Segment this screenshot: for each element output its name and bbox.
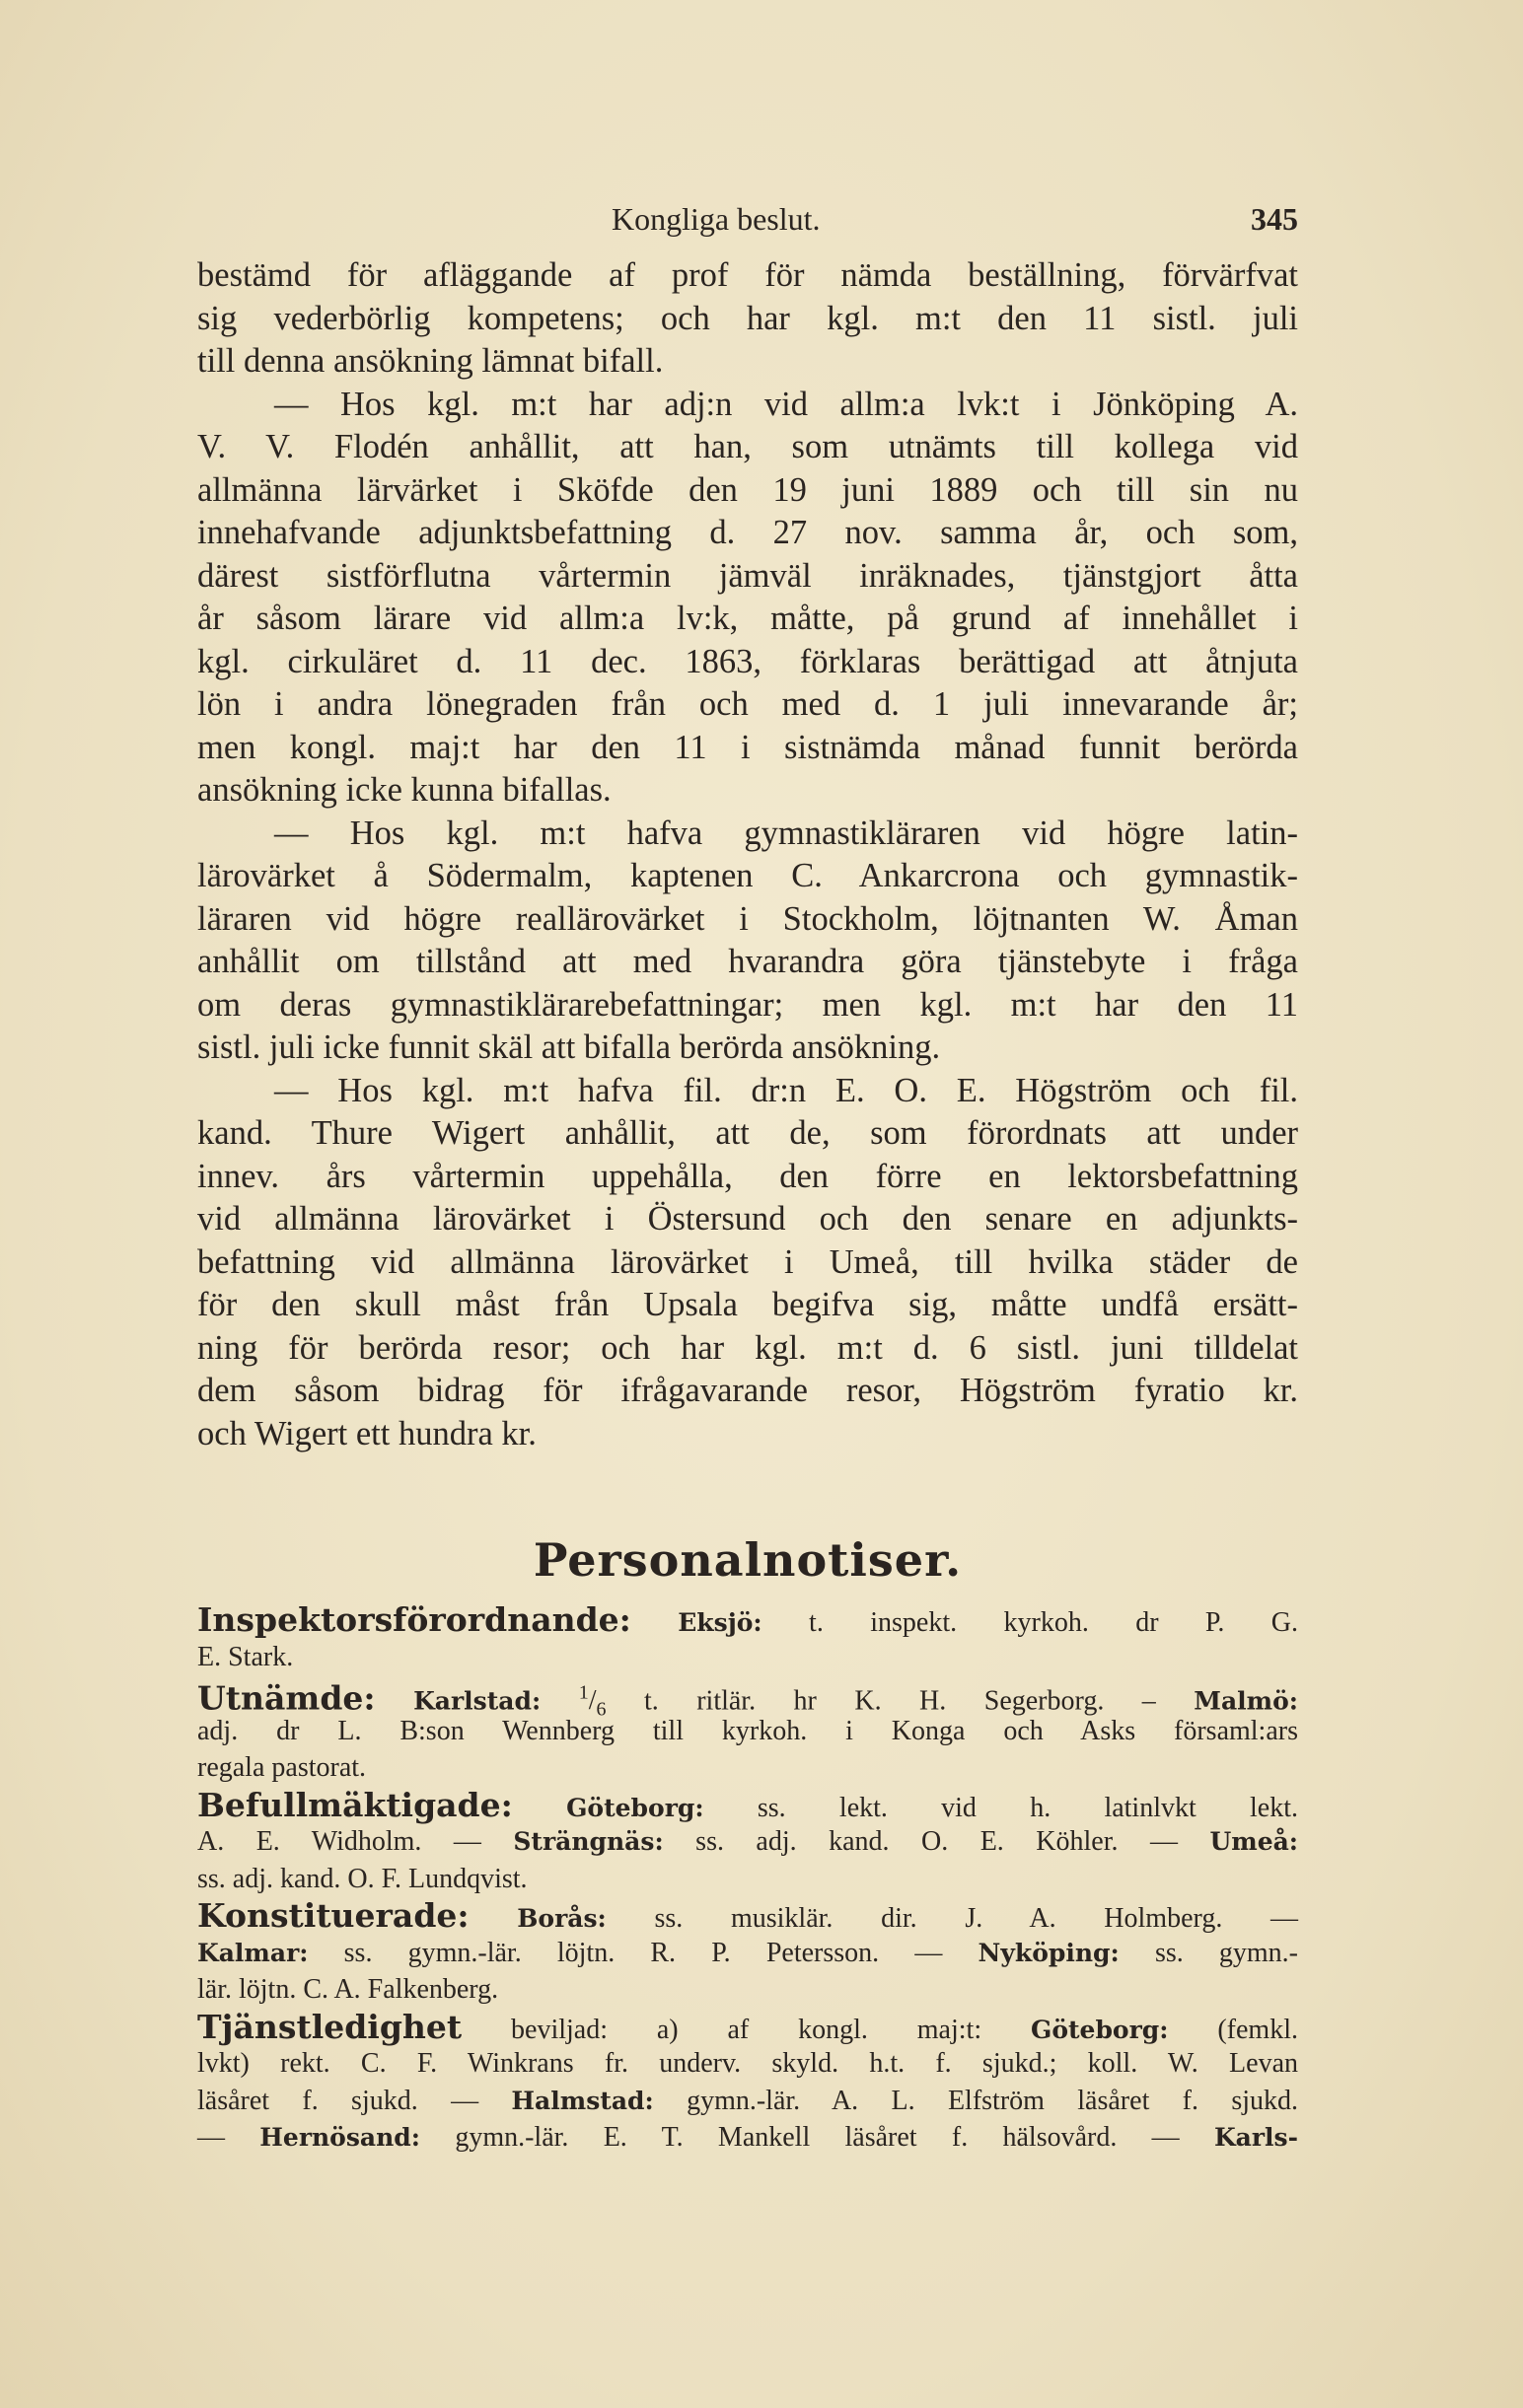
note-line <box>197 1823 1298 1861</box>
place-name: Umeå: <box>1209 1827 1299 1856</box>
note-line: lär. löjtn. C. A. Falkenberg. <box>197 1974 499 2005</box>
category-heading: Tjänstledighet <box>197 2007 463 2046</box>
note-text: ss. gymn.-lär. löjtn. R. P. Petersson. — <box>343 1937 943 1968</box>
body-text <box>197 254 1298 1455</box>
text-line: innehafvande adjunktsbefattning d. 27 nov. samma år, och som, <box>197 514 1298 551</box>
note-text: gymn.-lär. E. T. Mankell läsåret f. hälsovård. — <box>455 2122 1180 2153</box>
note-text: (femkl. <box>1217 2014 1298 2045</box>
text-line: år såsom lärare vid allm:a lv:k, måtte, på grund af innehållet i <box>197 600 1298 637</box>
note-line: E. Stark. <box>197 1641 294 1672</box>
text-line: och Wigert ett hundra kr. <box>197 1414 537 1452</box>
note-line <box>197 2119 1298 2157</box>
place-name: Hernösand: <box>259 2123 421 2152</box>
text-line: kand. Thure Wigert anhållit, att de, som förordnats att under <box>197 1114 1298 1152</box>
note-line <box>197 1935 1298 1972</box>
category-heading: Befullmäktigade: <box>197 1785 513 1824</box>
text-line: till denna ansökning lämnat bifall. <box>197 342 664 380</box>
note-text: t. inspekt. kyrkoh. dr P. G. <box>809 1607 1298 1638</box>
text-line: ning för berörda resor; och har kgl. m:t d. 6 sistl. juni tilldelat <box>197 1328 1298 1367</box>
text-line: läraren vid högre reallärovärket i Stockholm, löjtnanten W. Åman <box>197 899 1298 938</box>
place-name: Göteborg: <box>566 1793 704 1822</box>
text-line: sistl. juli icke funnit skäl att bifalla berörda ansökning. <box>197 1028 941 1066</box>
note-line: regala pastorat. <box>197 1752 367 1783</box>
place-name: Karlstad: <box>413 1686 542 1716</box>
note-text: ss. adj. kand. O. E. Köhler. — <box>695 1826 1178 1857</box>
text-line: anhållit om tillstånd att med hvarandra göra tjänstebyte i fråga <box>197 943 1298 980</box>
place-name: Halmstad: <box>511 2086 654 2115</box>
text-line: befattning vid allmänna lärovärket i Umeå, till hvilka städer de <box>197 1242 1298 1281</box>
text-line: — Hos kgl. m:t hafva gymnastikläraren vid högre latin- <box>274 814 1298 852</box>
page-header <box>197 193 1298 243</box>
text-line: om deras gymnastiklärarebefattningar; men kgl. m:t har den 11 <box>197 985 1298 1024</box>
note-text: ss. lekt. vid h. latinlvkt lekt. <box>757 1792 1299 1823</box>
text-line: sig vederbörlig kompetens; och har kgl. m:t den 11 sistl. juli <box>197 299 1298 337</box>
place-name: Kalmar: <box>197 1938 309 1967</box>
note-text: ss. musiklär. dir. J. A. Holmberg. — <box>654 1903 1299 1934</box>
note-line: adj. dr L. B:son Wennberg till kyrkoh. i Konga och Asks församl:ars <box>197 1715 1298 1746</box>
note-line <box>197 1675 1299 1721</box>
section-title: Personalnotiser. <box>533 1533 963 1587</box>
note-line: ss. adj. kand. O. F. Lundqvist. <box>197 1863 528 1894</box>
text-line: V. V. Flodén anhållit, att han, som utnämts till kollega vid <box>197 428 1298 465</box>
note-line <box>197 1897 1298 1935</box>
text-line: bestämd för afläggande af prof för nämda beställning, förvärfvat <box>197 256 1298 294</box>
note-text: ss. gymn.- <box>1154 1937 1298 1968</box>
text-line: dem såsom bidrag för ifrågavarande resor, Högström fyratio kr. <box>197 1372 1298 1409</box>
text-line: därest sistförflutna vårtermin jämväl inräknades, tjänstgjort åtta <box>197 556 1298 595</box>
page-number: 345 <box>1251 201 1298 237</box>
note-text: — <box>197 2122 225 2153</box>
category-heading: Utnämde: <box>197 1678 376 1718</box>
text-line: — Hos kgl. m:t hafva fil. dr:n E. O. E. Högström och fil. <box>274 1071 1298 1109</box>
note-text: läsåret f. sjukd. — <box>197 2085 479 2116</box>
note-text: t. ritlär. hr K. H. Segerborg. – <box>643 1685 1156 1717</box>
place-name: Malmö: <box>1194 1686 1299 1716</box>
text-line: lärovärket å Södermalm, kaptenen C. Ankarcrona och gymnastik- <box>197 857 1298 894</box>
place-name: Nyköping: <box>978 1938 1120 1967</box>
text-line: — Hos kgl. m:t har adj:n vid allm:a lvk:t i Jönköping A. <box>274 385 1298 423</box>
note-text: A. E. Widholm. — <box>197 1826 481 1857</box>
note-line <box>197 2083 1298 2120</box>
running-title: Kongliga beslut. <box>612 201 821 237</box>
note-line <box>197 1787 1298 1824</box>
note-text: gymn.-lär. A. L. Elfström läsåret f. sjukd. <box>687 2085 1299 2116</box>
text-line: kgl. cirkuläret d. 11 dec. 1863, förklaras berättigad att åtnjuta <box>197 642 1298 680</box>
text-line: lön i andra lönegraden från och med d. 1 juli innevarande år; <box>197 685 1298 723</box>
place-name: Karls- <box>1213 2123 1298 2152</box>
note-line <box>197 1601 1298 1639</box>
place-name: Borås: <box>517 1904 607 1933</box>
place-name: Göteborg: <box>1030 2015 1169 2044</box>
fraction: $^1/_6$ <box>578 1682 607 1721</box>
text-line: allmänna lärvärket i Sköfde den 19 juni 1889 och till sin nu <box>197 470 1298 509</box>
category-heading: Inspektorsförordnande: <box>197 1600 631 1639</box>
note-text: beviljad: a) af kongl. maj:t: <box>511 2014 982 2045</box>
category-heading: Konstituerade: <box>197 1896 470 1935</box>
personal-notes <box>197 1601 1298 2157</box>
text-line: men kongl. maj:t har den 11 i sistnämda månad funnit berörda <box>197 728 1298 766</box>
place-name: Strängnäs: <box>513 1827 664 1856</box>
text-line: ansökning icke kunna bifallas. <box>197 771 612 809</box>
place-name: Eksjö: <box>678 1608 762 1637</box>
note-line: lvkt) rekt. C. F. Winkrans fr. underv. skyld. h.t. f. sjukd.; koll. W. Levan <box>197 2048 1298 2079</box>
note-line <box>197 2009 1298 2046</box>
text-line: innev. års vårtermin uppehålla, den förre en lektorsbefattning <box>197 1157 1298 1195</box>
text-line: för den skull måst från Upsala begifva sig, måtte undfå ersätt- <box>197 1286 1298 1323</box>
text-line: vid allmänna lärovärket i Östersund och den senare en adjunkts- <box>197 1200 1298 1238</box>
